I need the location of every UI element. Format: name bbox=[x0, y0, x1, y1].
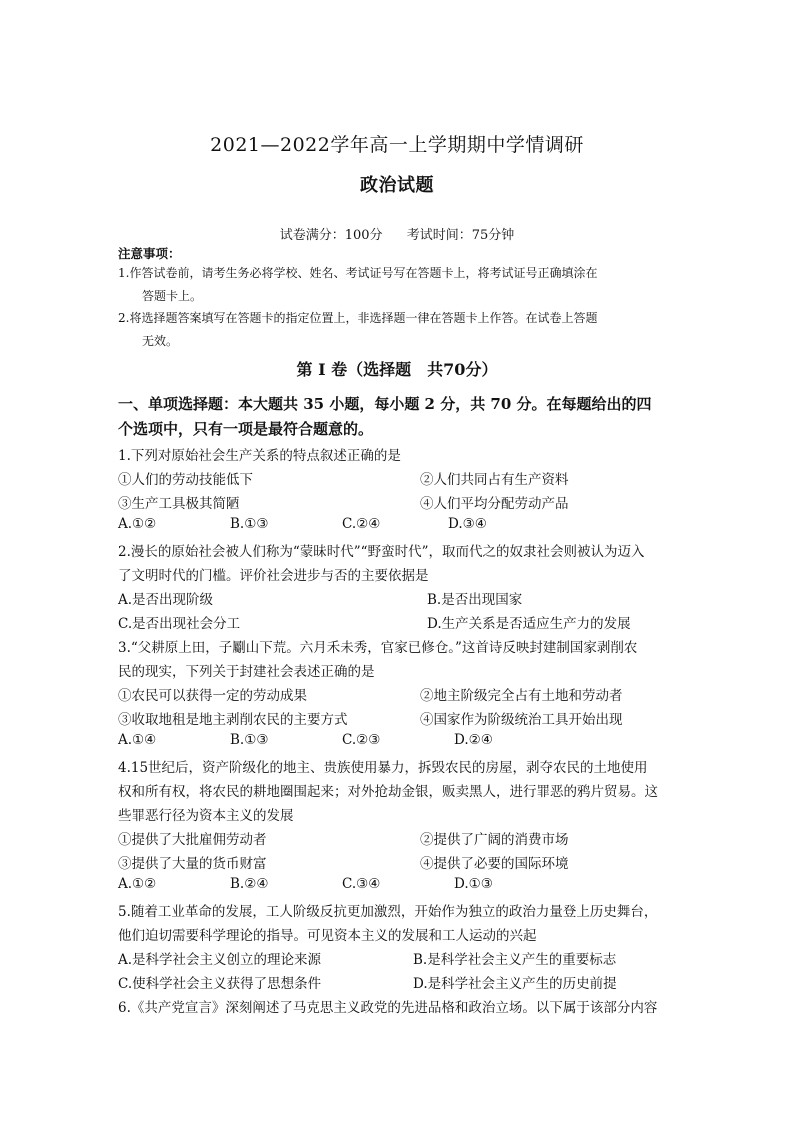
q4-option-b: B.②④ bbox=[230, 876, 269, 892]
q3-statement-4: ④国家作为阶级统治工具开始出现 bbox=[420, 712, 623, 728]
q3-statement-3: ③收取地租是地主剥削农民的主要方式 bbox=[118, 712, 348, 728]
notice-item-2-cont: 无效。 bbox=[142, 334, 179, 348]
q4-option-c: C.③④ bbox=[342, 876, 381, 892]
section-title: 第 Ⅰ 卷（选择题 共70分） bbox=[296, 360, 498, 379]
notice-item-1-cont: 答题卡上。 bbox=[142, 289, 203, 303]
section-heading-line-1: 一、单项选择题：本大题共 35 小题，每小题 2 分，共 70 分。在每题给出的四 bbox=[118, 395, 652, 413]
q1-statement-4: ④人们平均分配劳动产品 bbox=[420, 496, 569, 512]
q3-option-b: B.①③ bbox=[230, 732, 269, 748]
q2-option-b: B.是否出现国家 bbox=[427, 592, 523, 608]
q2-option-c: C.是否出现社会分工 bbox=[118, 616, 241, 632]
exam-info bbox=[0, 224, 794, 243]
q2-option-d: D.生产关系是否适应生产力的发展 bbox=[427, 616, 631, 632]
notice-item-2 bbox=[118, 307, 683, 353]
exam-time: 考试时间：75分钟 bbox=[406, 228, 515, 243]
q5-stem-line-1: 5.随着工业革命的发展，工人阶级反抗更加激烈，开始作为独立的政治力量登上历史舞台， bbox=[118, 904, 658, 920]
q2-option-a: A.是否出现阶级 bbox=[118, 592, 214, 608]
notice-item-1 bbox=[118, 262, 683, 308]
q3-option-c: C.②③ bbox=[342, 732, 381, 748]
q3-statement-2: ②地主阶级完全占有土地和劳动者 bbox=[420, 688, 623, 704]
q5-option-d: D.是科学社会主义产生的历史前提 bbox=[413, 976, 617, 992]
notice-item-2-text: 2.将选择题答案填写在答题卡的指定位置上，非选择题一律在答题卡上作答。在试卷上答题 bbox=[118, 311, 598, 325]
q1-statement-3: ③生产工具极其简陋 bbox=[118, 496, 240, 512]
q4-option-a: A.①② bbox=[118, 876, 157, 892]
q1-option-d: D.③④ bbox=[448, 516, 487, 532]
full-score: 试卷满分：100分 bbox=[279, 228, 383, 243]
notice-item-1-text: 1.作答试卷前，请考生务必将学校、姓名、考试证号写在答题卡上，将考试证号正确填涂在 bbox=[118, 266, 598, 280]
q4-stem-line-1: 4.15世纪后，资产阶级化的地主、贵族使用暴力，拆毁农民的房屋，剥夺农民的土地使用 bbox=[118, 760, 648, 776]
q1-stem: 1.下列对原始社会生产关系的特点叙述正确的是 bbox=[118, 448, 401, 464]
q3-option-a: A.①④ bbox=[118, 732, 157, 748]
q1-option-c: C.②④ bbox=[342, 516, 381, 532]
q4-statement-1: ①提供了大批雇佣劳动者 bbox=[118, 832, 267, 848]
q4-stem-line-2: 权和所有权，将农民的耕地圈围起来；对外抢劫金银，贩卖黑人，进行罪恶的鸦片贸易。这 bbox=[118, 784, 658, 800]
exam-subject: 政治试题 bbox=[360, 175, 434, 196]
q4-statement-2: ②提供了广阔的消费市场 bbox=[420, 832, 569, 848]
notice-heading: 注意事项： bbox=[118, 246, 181, 261]
q1-option-a: A.①② bbox=[118, 516, 157, 532]
q3-option-d: D.②④ bbox=[454, 732, 493, 748]
q3-statement-1: ①农民可以获得一定的劳动成果 bbox=[118, 688, 307, 704]
q1-option-b: B.①③ bbox=[230, 516, 269, 532]
q4-stem-line-3: 些罪恶行径为资本主义的发展 bbox=[118, 808, 294, 824]
q5-option-c: C.使科学社会主义获得了思想条件 bbox=[118, 976, 322, 992]
q1-statement-2: ②人们共同占有生产资料 bbox=[420, 472, 569, 488]
q6-stem-line-1: 6.《共产党宣言》深刻阐述了马克思主义政党的先进品格和政治立场。以下属于该部分内容 bbox=[118, 1000, 658, 1016]
exam-title: 2021—2022学年高一上学期期中学情调研 bbox=[210, 134, 584, 156]
section-heading bbox=[118, 392, 683, 442]
q5-option-a: A.是科学社会主义创立的理论来源 bbox=[118, 952, 322, 968]
q4-statement-3: ③提供了大量的货币财富 bbox=[118, 856, 267, 872]
q3-stem-line-2: 民的现实，下列关于封建社会表述正确的是 bbox=[118, 664, 375, 680]
q5-option-b: B.是科学社会主义产生的重要标志 bbox=[413, 952, 617, 968]
q2-stem-line-1: 2.漫长的原始社会被人们称为“蒙昧时代”“野蛮时代”，取而代之的奴隶社会则被认为迈入 bbox=[118, 544, 645, 560]
q1-statement-1: ①人们的劳动技能低下 bbox=[118, 472, 253, 488]
q5-stem-line-2: 他们迫切需要科学理论的指导。可见资本主义的发展和工人运动的兴起 bbox=[118, 928, 537, 944]
q2-stem-line-2: 了文明时代的门槛。评价社会进步与否的主要依据是 bbox=[118, 568, 429, 584]
q4-statement-4: ④提供了必要的国际环境 bbox=[420, 856, 569, 872]
section-heading-line-2: 个选项中，只有一项是最符合题意的。 bbox=[118, 420, 374, 438]
q3-stem-line-1: 3.“父耕原上田，子劚山下荒。六月禾未秀，官家已修仓。”这首诗反映封建制国家剥削农 bbox=[118, 640, 638, 656]
q4-option-d: D.①③ bbox=[454, 876, 493, 892]
